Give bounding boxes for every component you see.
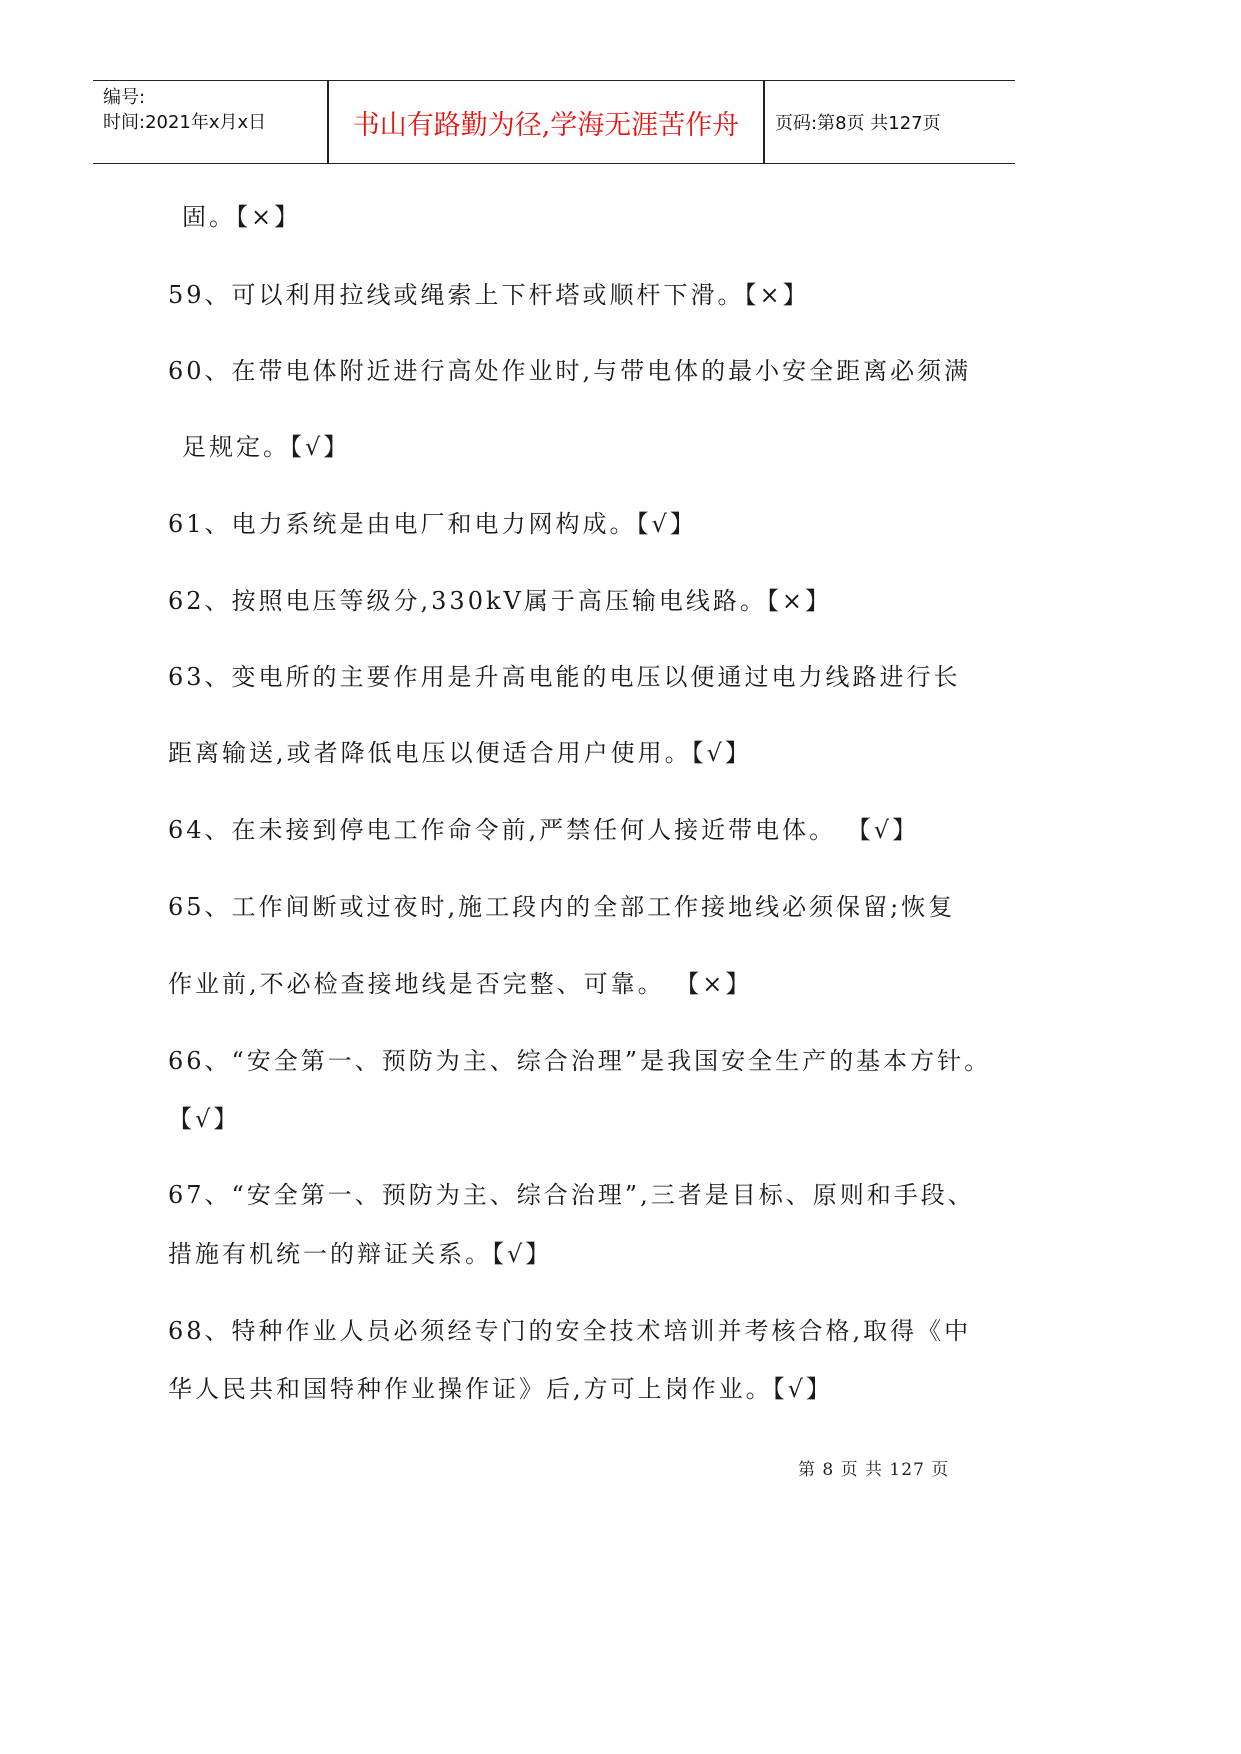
text-line: 【√】 [168, 1105, 241, 1133]
text-line: 66、“安全第一、预防为主、综合治理”是我国安全生产的基本方针。 [168, 1047, 992, 1075]
text-line: 措施有机统一的辩证关系。【√】 [168, 1240, 553, 1268]
page-footer: 第 8 页 共 127 页 [798, 1460, 950, 1480]
serial-number-label: 编号: [103, 87, 146, 108]
text-line: 距离输送,或者降低电压以便适合用户使用。【√】 [168, 739, 752, 767]
text-line: 作业前,不必检查接地线是否完整、可靠。 【×】 [168, 970, 753, 998]
text-line: 固。【×】 [182, 203, 302, 231]
text-line: 63、变电所的主要作用是升高电能的电压以便通过电力线路进行长 [168, 663, 961, 691]
header-motto: 书山有路勤为径,学海无涯苦作舟 [352, 109, 740, 141]
text-line: 67、“安全第一、预防为主、综合治理”,三者是目标、原则和手段、 [168, 1181, 975, 1209]
text-line: 65、工作间断或过夜时,施工段内的全部工作接地线必须保留;恢复 [168, 893, 956, 921]
text-line: 68、特种作业人员必须经专门的安全技术培训并考核合格,取得《中 [168, 1317, 972, 1345]
text-line: 60、在带电体附近进行高处作业时,与带电体的最小安全距离必须满 [168, 357, 972, 385]
header-page-info: 页码:第8页 共127页 [775, 113, 941, 134]
text-line: 足规定。【√】 [182, 433, 351, 461]
time-label: 时间:2021年x月x日 [103, 112, 267, 133]
text-line: 华人民共和国特种作业操作证》后,方可上岗作业。【√】 [168, 1375, 833, 1403]
text-line: 59、可以利用拉线或绳索上下杆塔或顺杆下滑。【×】 [168, 281, 810, 309]
text-line: 61、电力系统是由电厂和电力网构成。【√】 [168, 510, 697, 538]
text-line: 62、按照电压等级分,330kV属于高压输电线路。【×】 [168, 587, 832, 615]
text-line: 64、在未接到停电工作命令前,严禁任何人接近带电体。 【√】 [168, 816, 920, 844]
